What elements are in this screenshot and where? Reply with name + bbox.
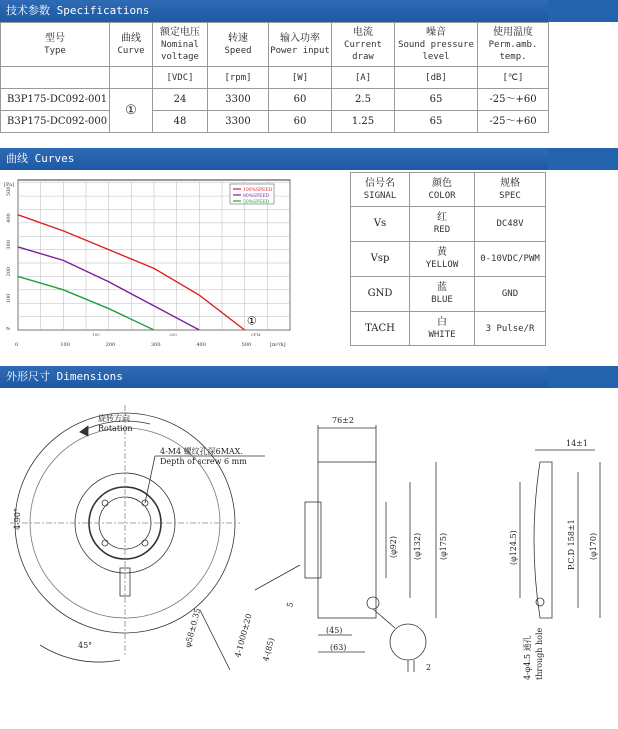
angle-90-label: 4-90° [13, 508, 22, 530]
signal-cell: GND [351, 277, 410, 312]
cable-length-label: 4-1000±20 [233, 612, 254, 659]
temp-cell: -25～+60 [478, 89, 549, 111]
chart-x-secondary-tick-label: 200 [169, 332, 177, 337]
unit-cell [110, 67, 153, 89]
dia-132-label: (φ132) [413, 532, 422, 560]
signal-table [350, 172, 546, 346]
section-profile [534, 462, 552, 618]
cable-5-label: 5 [285, 601, 296, 609]
header-power: 输入功率 Power input [269, 23, 332, 67]
header-color: 颜色 COLOR [410, 173, 475, 207]
chart-x-secondary-tick-label: CFM [250, 332, 261, 337]
header-voltage: 额定电压 Nominal voltage [153, 23, 208, 67]
power-cell: 60 [269, 111, 332, 133]
unit-cell: [W] [269, 67, 332, 89]
header-current: 电流 Current draw [332, 23, 395, 67]
through-hole-label-en: through hole [535, 627, 544, 680]
spec-table [0, 22, 549, 133]
spec-header-row [1, 23, 549, 67]
screw-leader-line [145, 456, 155, 503]
chart-y-tick-label: 100 [6, 293, 12, 304]
dia-175-label: (φ175) [439, 532, 448, 560]
dia-92-label: (φ92) [389, 535, 398, 558]
unit-cell: [A] [332, 67, 395, 89]
table-row [1, 111, 549, 133]
speed-cell: 3300 [208, 111, 269, 133]
curve-cell: ① [110, 89, 153, 133]
front-view [10, 405, 300, 670]
angle-45-label: 45° [78, 641, 93, 650]
noise-cell: 65 [395, 89, 478, 111]
unit-cell: [rpm] [208, 67, 269, 89]
signal-cell: Vs [351, 207, 410, 242]
chart-y-tick-label: 400 [6, 213, 12, 223]
dia-58-label: φ58±0.35 [183, 607, 203, 649]
detail-leader [373, 609, 395, 628]
side-flange [305, 502, 321, 578]
chart-x-tick-label: 0 [15, 342, 19, 348]
voltage-cell: 48 [153, 111, 208, 133]
chart-x-tick-label: 300 [151, 342, 161, 348]
type-cell: B3P175-DC092-001 [1, 89, 110, 111]
power-cell: 60 [269, 89, 332, 111]
dim-2-label: 2 [426, 663, 432, 672]
speed-cell: 3300 [208, 89, 269, 111]
chart-curve-mark: ① [246, 314, 257, 328]
unit-cell: [℃] [478, 67, 549, 89]
header-type: 型号 Type [1, 23, 110, 67]
rotation-label-en: Rotation [98, 424, 133, 433]
table-row [351, 242, 546, 277]
rotation-label-cn: 旋转方向 [98, 414, 130, 423]
screw-hole [102, 540, 108, 546]
screw-hole [102, 500, 108, 506]
chart-x-tick-label: 100 [60, 342, 70, 348]
chart-x-secondary-tick-label: 100 [92, 332, 100, 337]
through-hole-label-cn: 4-φ4.5 通孔 [523, 635, 532, 680]
cable-dimension-line [255, 565, 300, 590]
side-housing [318, 462, 376, 618]
spec-units-row [1, 67, 549, 89]
width-76-label: 76±2 [332, 416, 354, 425]
dim-63-label: (63) [330, 643, 347, 652]
noise-cell: 65 [395, 111, 478, 133]
voltage-cell: 24 [153, 89, 208, 111]
spec-cell: 3 Pulse/R [475, 312, 546, 346]
dim-45-label: (45) [326, 626, 343, 635]
signal-cell: TACH [351, 312, 410, 346]
chart-y-unit-label: [Pa] [4, 182, 15, 188]
color-cell: 蓝 BLUE [410, 277, 475, 312]
dia-124-label: (φ124.5) [509, 530, 518, 565]
header-signal: 信号名 SIGNAL [351, 173, 410, 207]
detail-circle [367, 597, 379, 609]
color-cell: 白 WHITE [410, 312, 475, 346]
pcd-label: P.C.D 158±1 [567, 519, 576, 570]
color-cell: 黄 YELLOW [410, 242, 475, 277]
width-14-label: 14±1 [566, 439, 588, 448]
table-row [351, 277, 546, 312]
header-speed: 转速 Speed [208, 23, 269, 67]
current-cell: 1.25 [332, 111, 395, 133]
chart-x-unit-label: [m³/h] [270, 342, 286, 348]
type-cell: B3P175-DC092-000 [1, 111, 110, 133]
specs-section-header: 技术参数 Specifications [0, 0, 618, 22]
screw-label-en: Depth of screw 6 mm [160, 457, 247, 466]
chart-legend-label: 50%SPEED [243, 200, 270, 205]
table-row [1, 89, 549, 111]
cable-85-label: 4-(85) [261, 636, 277, 663]
performance-chart [0, 172, 300, 350]
table-row [351, 312, 546, 346]
curves-section-header: 曲线 Curves [0, 148, 618, 170]
chart-legend-label: 100%SPEED [243, 188, 273, 193]
dia-170-label: (φ170) [589, 532, 598, 560]
unit-cell [1, 67, 110, 89]
detail-view [390, 624, 426, 660]
chart-y-tick-label: P [6, 326, 12, 330]
header-temp: 使用温度 Perm.amb. temp. [478, 23, 549, 67]
temp-cell: -25～+60 [478, 111, 549, 133]
header-spec: 规格 SPEC [475, 173, 546, 207]
section-view [520, 450, 600, 618]
spec-cell: 0-10VDC/PWM [475, 242, 546, 277]
arrow-head-icon [80, 426, 88, 436]
color-cell: 红 RED [410, 207, 475, 242]
chart-y-tick-label: 500 [6, 186, 12, 197]
chart-x-tick-label: 200 [105, 342, 116, 348]
chart-x-tick-label: 500 [241, 342, 252, 348]
cable-dimension-line [200, 610, 230, 670]
signal-cell: Vsp [351, 242, 410, 277]
header-curve: 曲线 Curve [110, 23, 153, 67]
through-hole [536, 598, 544, 606]
table-row [351, 207, 546, 242]
unit-cell: [VDC] [153, 67, 208, 89]
unit-cell: [dB] [395, 67, 478, 89]
spec-cell: DC48V [475, 207, 546, 242]
chart-x-tick-label: 400 [196, 342, 206, 348]
dimensions-section-header: 外形尺寸 Dimensions [0, 366, 618, 388]
current-cell: 2.5 [332, 89, 395, 111]
signal-header-row [351, 173, 546, 207]
chart-legend-label: 80%SPEED [243, 194, 270, 199]
spec-cell: GND [475, 277, 546, 312]
screw-label-cn: 4-M4 螺纹孔深6MAX. [160, 447, 243, 456]
chart-y-tick-label: 200 [6, 266, 12, 277]
screw-hole [142, 540, 148, 546]
header-noise: 噪音 Sound pressure level [395, 23, 478, 67]
dimension-drawing [0, 390, 618, 729]
chart-y-tick-label: 300 [6, 240, 12, 250]
